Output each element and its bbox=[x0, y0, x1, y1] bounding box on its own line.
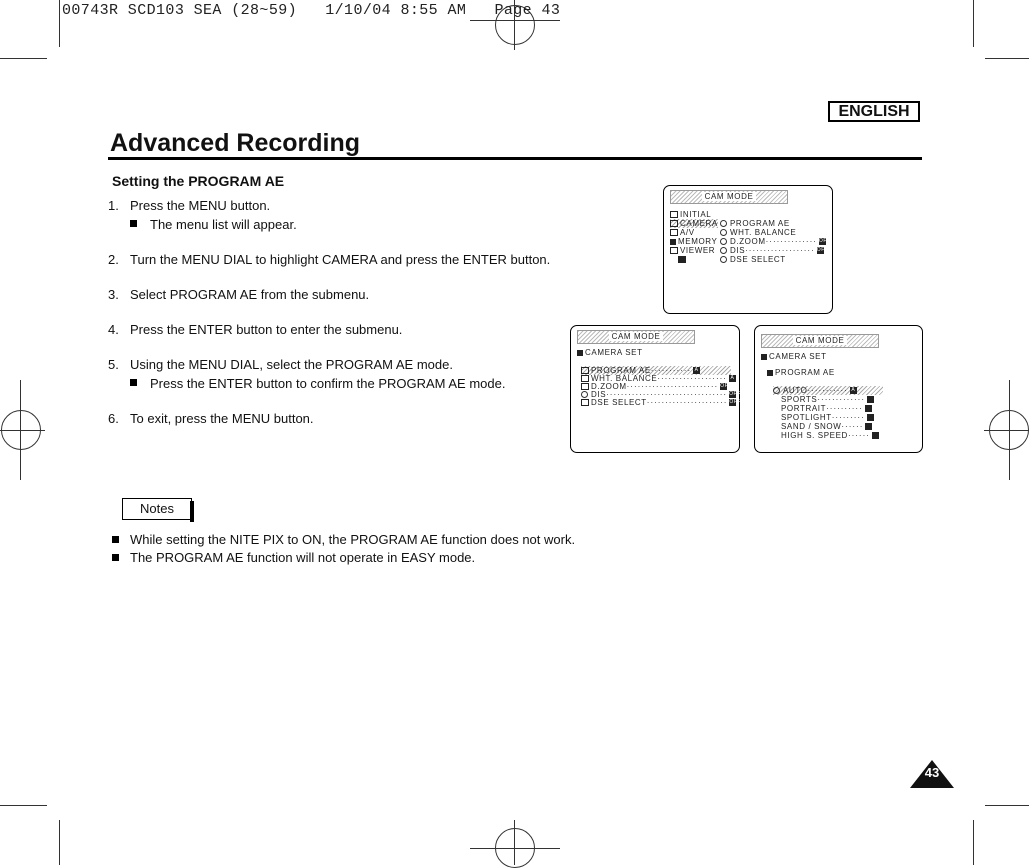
step-5: 5. Using the MENU DIAL, select the PROGRAM AE mode. bbox=[108, 357, 453, 372]
page-title: Advanced Recording bbox=[110, 129, 361, 157]
title-rule bbox=[108, 157, 922, 160]
print-header: 00743R SCD103 SEA (28~59) 1/10/04 8:55 AM Page 43 bbox=[62, 2, 561, 19]
bullet-icon bbox=[112, 536, 119, 543]
note-item: The PROGRAM AE function will not operate in EASY mode. bbox=[112, 549, 575, 567]
bullet-icon bbox=[130, 379, 137, 386]
screen-icon bbox=[678, 255, 688, 264]
bullet-icon bbox=[130, 220, 137, 227]
mode-bar: CAM MODE bbox=[670, 190, 788, 204]
notes-list bbox=[112, 531, 575, 567]
step-6: 6. To exit, press the MENU button. bbox=[108, 411, 314, 426]
note-item: While setting the NITE PIX to ON, the PROGRAM AE function does not work. bbox=[112, 531, 575, 549]
step-3: 3. Select PROGRAM AE from the submenu. bbox=[108, 287, 370, 302]
step-1-sub: The menu list will appear. bbox=[108, 216, 568, 233]
steps-list bbox=[108, 197, 568, 427]
bullet-icon bbox=[112, 554, 119, 561]
page-number: 43 bbox=[924, 765, 940, 780]
section-heading: Setting the PROGRAM AE bbox=[112, 173, 285, 189]
notes-label: Notes bbox=[122, 498, 192, 520]
step-1: 1. Press the MENU button. bbox=[108, 198, 271, 213]
step-5-sub: Press the ENTER button to confirm the PROGRAM AE mode. bbox=[108, 375, 568, 392]
mode-bar: CAM MODE bbox=[761, 334, 879, 348]
menu-screen-main: CAM MODE INITIAL CAMERA A/V MEMORY VIEWER PROGRAM AE WHT. BALANCE D.ZOOM·············· OFF DIS··················· OFF DSE SELECT bbox=[663, 185, 833, 314]
menu-screen-camera-set: CAM MODE CAMERA SET PROGRAM AE··········· A WHT. BALANCE··················· A D.ZOOM························· OFF DIS································· OFF DSE SELECT······················ OFF bbox=[570, 325, 740, 453]
step-2: 2. Turn the MENU DIAL to highlight CAMERA and press the ENTER button. bbox=[108, 252, 551, 267]
mode-bar: CAM MODE bbox=[577, 330, 695, 344]
language-badge: ENGLISH bbox=[828, 101, 920, 122]
step-4: 4. Press the ENTER button to enter the submenu. bbox=[108, 322, 403, 337]
menu-screen-program-ae: CAM MODE CAMERA SET PROGRAM AE AUTO··········· A SPORTS············· PORTRAIT·········· SPOTLIGHT········· SAND / SNOW······ HIGH S. SPEED······ bbox=[754, 325, 923, 453]
